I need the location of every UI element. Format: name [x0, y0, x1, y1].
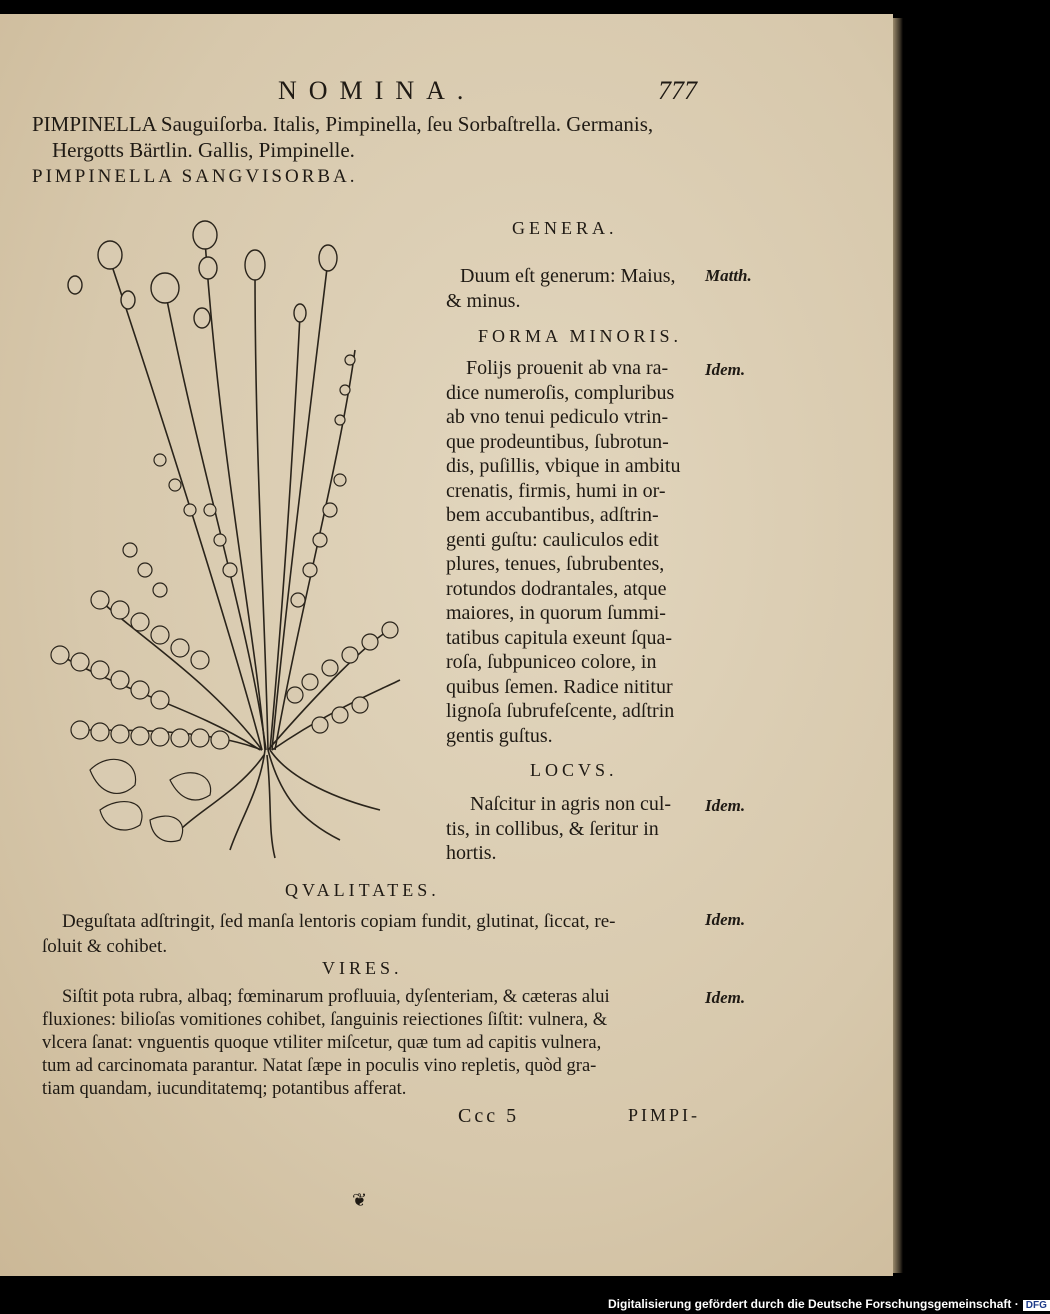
signature-mark: Ccc 5 — [458, 1105, 520, 1127]
forma-line: plures, tenues, ſubrubentes, — [446, 553, 665, 575]
forma-line: bem accubantibus, adſtrin- — [446, 504, 659, 526]
digitization-credit — [608, 1297, 1050, 1311]
vires-line: Siſtit pota rubra, albaq; fœminarum profluuia, dyſenteriam, & cæteras alui — [62, 987, 610, 1007]
genera-heading: GENERA. — [512, 218, 618, 238]
forma-line: quibus ſemen. Radice nititur — [446, 675, 673, 698]
qualitates-text — [42, 910, 722, 959]
forma-line: dis, puſillis, vbique in ambitu — [446, 455, 681, 477]
forma-line: que prodeuntibus, ſubrotun- — [446, 430, 669, 453]
locus-line: tis, in collibus, & ſeritur in — [446, 817, 659, 840]
vires-text — [42, 986, 722, 1101]
genera-text — [446, 264, 706, 313]
vires-line: tiam quandam, iucunditatemq; potantibus afferat. — [42, 1079, 407, 1099]
genera-line: Duum eſt generum: Maius, — [460, 265, 676, 287]
nomina-line-1: PIMPINELLA Sauguiſorba. Italis, Pimpinella, ſeu Sorbaſtrella. Germanis, — [32, 112, 654, 136]
locus-line: hortis. — [446, 842, 497, 864]
forma-line: rotundos dodrantales, atque — [446, 577, 667, 600]
catchword: PIMPI- — [628, 1105, 701, 1125]
forma-text — [446, 356, 706, 748]
genera-line: & minus. — [446, 289, 521, 312]
forma-line: ab vno tenui pediculo vtrin- — [446, 406, 669, 428]
margin-note-genera: Matth. — [705, 266, 752, 285]
margin-note-locus: Idem. — [705, 796, 746, 815]
forma-line: lignoſa ſubrufeſcente, adſtrin — [446, 700, 675, 722]
nomina-line-2: Hergotts Bärtlin. Gallis, Pimpinelle. — [52, 138, 355, 162]
vires-heading: VIRES. — [322, 958, 403, 978]
forma-line: dice numeroſis, compluribus — [446, 381, 675, 404]
page-number: 777 — [658, 76, 697, 105]
forma-heading: FORMA MINORIS. — [478, 326, 683, 346]
page-edge — [893, 18, 903, 1273]
qualitates-line: ſoluit & cohibet. — [42, 935, 168, 957]
forma-line: maiores, in quorum ſummi- — [446, 602, 666, 624]
vires-line: vlcera ſanat: vnguentis quoque vtiliter miſcetur, quæ tum ad capitis vulnera, — [42, 1033, 602, 1053]
forma-line: tatibus capitula exeunt ſqua- — [446, 626, 673, 649]
running-title: NOMINA. — [278, 76, 476, 105]
dfg-logo: DFG — [1023, 1300, 1050, 1311]
plant-woodcut-illustration — [40, 210, 400, 860]
margin-note-vires: Idem. — [705, 988, 746, 1007]
locus-text — [446, 792, 706, 866]
digitization-credit-text: Digitalisierung gefördert durch die Deutsche Forschungsgemeinschaft · — [608, 1297, 1019, 1311]
margin-note-qualitates: Idem. — [705, 910, 746, 929]
qualitates-heading: QVALITATES. — [285, 880, 440, 900]
qualitates-line: Deguſtata adſtringit, ſed manſa lentoris copiam fundit, glutinat, ſiccat, re- — [62, 911, 616, 932]
forma-line: roſa, ſubpuniceo colore, in — [446, 651, 657, 673]
vires-line: tum ad carcinomata parantur. Natat ſæpe in poculis vino repletis, quòd gra- — [42, 1056, 597, 1076]
forma-line: crenatis, firmis, humi in or- — [446, 479, 666, 502]
plant-title: PIMPINELLA SANGVISORBA. — [32, 166, 358, 187]
forma-line: gentis guſtus. — [446, 724, 553, 747]
vires-line: fluxiones: bilioſas vomitiones cohibet, ſanguinis reiectiones ſiſtit: vulnera, & — [42, 1010, 608, 1030]
locus-line: Naſcitur in agris non cul- — [470, 793, 672, 815]
margin-note-forma: Idem. — [705, 360, 746, 379]
locus-heading: LOCVS. — [530, 760, 618, 780]
forma-line: Folijs prouenit ab vna ra- — [466, 357, 669, 379]
ornament-mark: ❦ — [352, 1190, 368, 1210]
forma-line: genti guſtu: cauliculos edit — [446, 528, 659, 551]
